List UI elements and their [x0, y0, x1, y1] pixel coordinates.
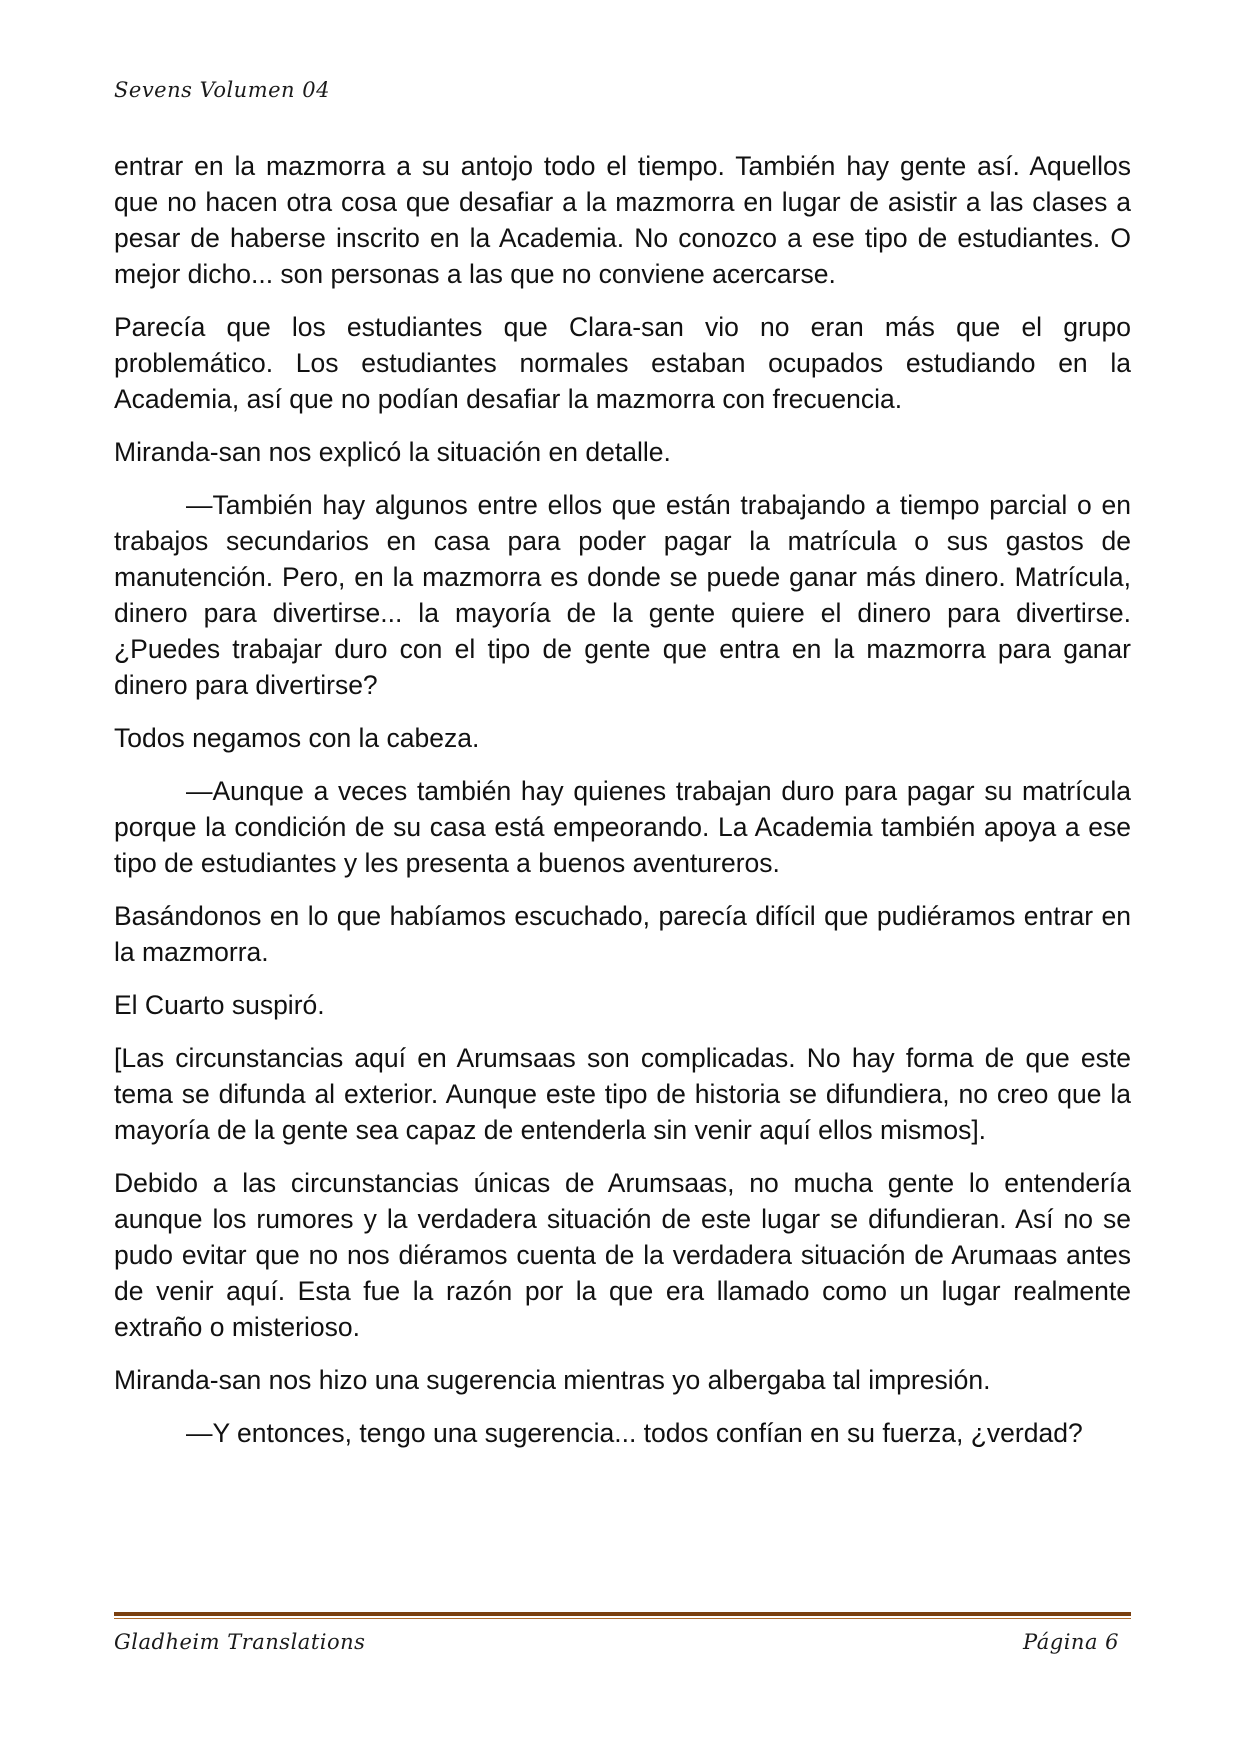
paragraph: Parecía que los estudiantes que Clara-san vio no eran más que el grupo problemático. Los estudiantes normales estaban ocupados estudiando en la Academia, así que no podían desafiar la mazmorra con frecuencia. — [114, 312, 1131, 414]
footer-divider — [114, 1612, 1131, 1620]
paragraph: Debido a las circunstancias únicas de Arumsaas, no mucha gente lo entendería aunque los rumores y la verdadera situación de este lugar se difundieran. Así no se pudo evitar que no nos diéramos cuenta de la verdadera situación de Arumaas antes de venir aquí. Esta fue la razón por la que era llamado como un lugar realmente extraño o misterioso. — [114, 1168, 1131, 1342]
footer-page-number: Página 6 — [1023, 1630, 1119, 1654]
paragraph: Miranda-san nos hizo una sugerencia mientras yo albergaba tal impresión. — [114, 1365, 991, 1395]
dialogue-paragraph: —Y entonces, tengo una sugerencia... todos confían en su fuerza, ¿verdad? — [186, 1418, 1083, 1448]
footer-divider-thick — [114, 1612, 1131, 1616]
dialogue-paragraph: —También hay algunos entre ellos que están trabajando a tiempo parcial o en trabajos secundarios en casa para poder pagar la matrícula o sus gastos de manutención. Pero, en la mazmorra es donde se puede ganar más dinero. Matrícula, dinero para divertirse... la mayoría de la gente quiere el dinero para divertirse. ¿Puedes trabajar duro con el tipo de gente que entra en la mazmorra para ganar dinero para divertirse? — [114, 490, 1131, 700]
page-header-title: Sevens Volumen 04 — [114, 78, 330, 102]
footer-translator-credit: Gladheim Translations — [114, 1630, 366, 1654]
paragraph: Todos negamos con la cabeza. — [114, 723, 480, 753]
paragraph: Basándonos en lo que habíamos escuchado, parecía difícil que pudiéramos entrar en la mazmorra. — [114, 901, 1131, 967]
page-body — [114, 148, 1131, 1468]
footer-divider-thin — [114, 1618, 1131, 1619]
paragraph: entrar en la mazmorra a su antojo todo el tiempo. También hay gente así. Aquellos que no hacen otra cosa que desafiar a la mazmorra en lugar de asistir a las clases a pesar de haberse inscrito en la Academia. No conozco a ese tipo de estudiantes. O mejor dicho... son personas a las que no conviene acercarse. — [114, 151, 1131, 289]
paragraph: El Cuarto suspiró. — [114, 990, 325, 1020]
dialogue-paragraph: —Aunque a veces también hay quienes trabajan duro para pagar su matrícula porque la condición de su casa está empeorando. La Academia también apoya a ese tipo de estudiantes y les presenta a buenos aventureros. — [114, 776, 1131, 878]
paragraph: Miranda-san nos explicó la situación en detalle. — [114, 437, 671, 467]
paragraph: [Las circunstancias aquí en Arumsaas son complicadas. No hay forma de que este tema se difunda al exterior. Aunque este tipo de historia se difundiera, no creo que la mayoría de la gente sea capaz de entenderla sin venir aquí ellos mismos]. — [114, 1043, 1131, 1145]
